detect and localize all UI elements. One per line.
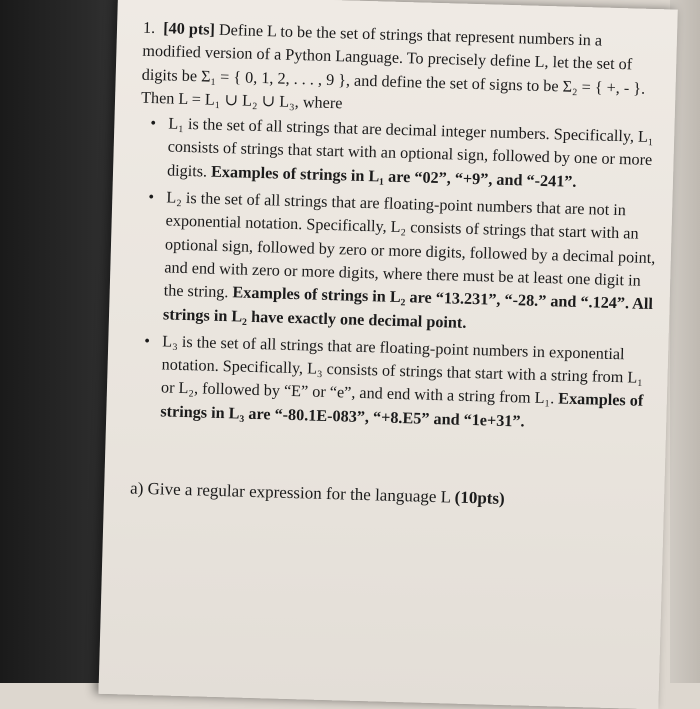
item-examples: Examples of strings in L₃ are “-80.1E-083”, “+8.E5” and “1e+31”. [160,389,644,431]
list-item [139,112,661,196]
part-a-label: a) [129,478,144,498]
language-definitions [132,112,660,437]
item-examples: Examples of strings in L₂ are “13.231”, “-28.” and “.124”. All strings in L₂ have exactly one decimal point. [162,283,654,332]
question-intro-text: Define L to be the set of strings that represent numbers in a modified version of a Python Language. To precisely define L, let the set of digits be Σ₁ = { 0, 1, 2, . . . , 9 }, and define the set of signs to be Σ₂ = { +, - }. Then L = L₁ ∪ L₂ ∪ L₃, where [140,20,646,113]
question-intro [141,17,663,125]
list-item [135,186,659,340]
item-text: L₁ is the set of all strings that are decimal integer numbers. Specifically, L₁ consists of strings that start with an optional sign, followed by one or more digits. [166,114,654,181]
bullet-icon: • [148,188,155,207]
part-a-points: (10pts) [454,487,506,509]
bullet-icon: • [150,114,157,133]
question-content [129,17,663,532]
part-a-text: Give a regular expression for the language L [147,479,451,507]
item-text: L₃ is the set of all strings that are floating-point numbers in exponential notation. Specifically, L₃ consists of strings that start with a string from L₁ or L₂, followed by “E” or “e”, and end with a string from L₁. [160,332,644,408]
item-text: L₂ is the set of all strings that are floating-point numbers that are not in exponential notation. Specifically, L₂ consists of strings that start with an optional sign, followed by zero or more digits, followed by a decimal point, and end with zero or more digits, where there must be at least one digit in the string. [163,188,656,302]
bullet-icon: • [144,331,151,350]
question-points: [40 pts] [162,19,216,39]
part-a [130,477,650,515]
paper-sheet [98,0,677,709]
question-number: 1. [142,18,156,38]
item-examples: Examples of strings in L₁ are “02”, “+9”, and “-241”. [210,162,577,191]
list-item [132,329,654,437]
